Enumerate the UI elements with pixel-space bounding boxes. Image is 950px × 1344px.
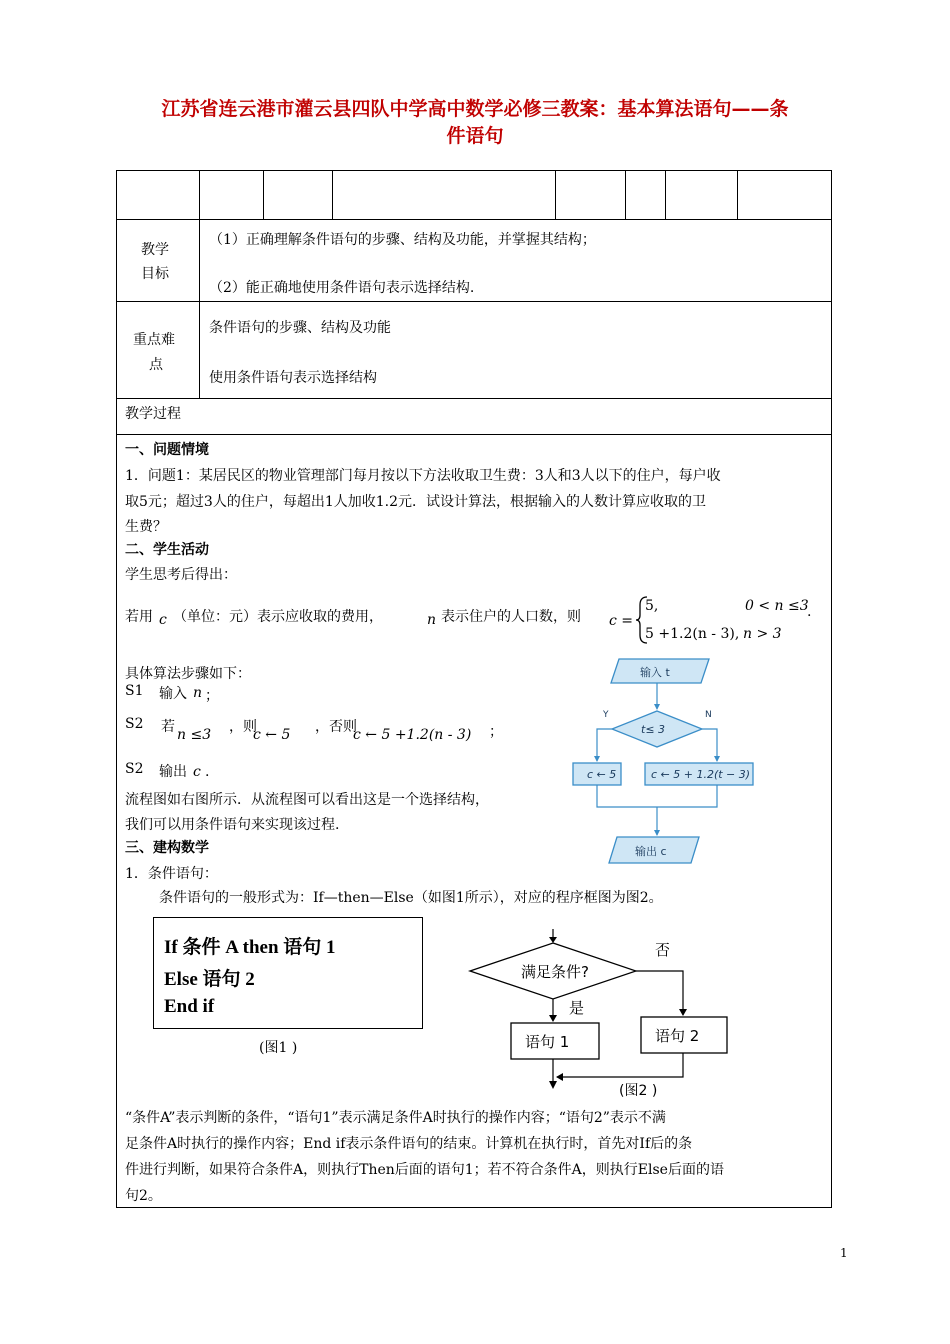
case-1-value: 5, (645, 598, 659, 614)
problem-line-2: 取5元；超过3人的住户，每超出1人加收1.2元．试设计算法，根据输入的人数计算应收取的卫 (125, 494, 706, 510)
step-1-var: n (193, 685, 203, 701)
section-1-heading: 一、问题情境 (125, 442, 209, 458)
header-cell-divider (332, 171, 333, 219)
table-row-divider (117, 434, 831, 435)
problem-line-1: 1．问题1：某居民区的物业管理部门每月按以下方法收取卫生费：3人和3人以下的住户，每户收 (125, 468, 721, 484)
step-2-if: 若 (161, 719, 175, 735)
step-3-end: . (205, 764, 210, 780)
objective-item-1: （1）正确理解条件语句的步骤、结构及功能，并掌握其结构； (209, 232, 596, 248)
step-2-assign-a: c ← 5 (253, 727, 291, 743)
step-2-condition: n ≤3 (177, 727, 212, 743)
keypoints-label-2: 点 (149, 357, 163, 373)
explanation-line-3: 件进行判断，如果符合条件A，则执行Then后面的语句1；若不符合条件A，则执行Else后面的语 (125, 1162, 724, 1178)
table-row-divider (117, 398, 831, 399)
table-row-divider (117, 219, 831, 220)
section-3-heading: 三、建构数学 (125, 840, 209, 856)
objectives-label-2: 目标 (141, 266, 169, 282)
step-3-var: c (193, 764, 201, 780)
code-line-1: If 条件 A then 语句 1 (164, 937, 336, 958)
flow-yes-label: Y (603, 710, 609, 720)
keypoints-label-1: 重点难 (133, 332, 175, 348)
table-row-divider (117, 301, 831, 302)
var-n: n (427, 612, 437, 628)
code-line-2: Else 语句 2 (164, 969, 255, 990)
explanation-line-4: 句2。 (125, 1188, 162, 1204)
header-cell-divider (199, 171, 200, 219)
header-cell-divider (665, 171, 666, 219)
header-cell-divider (625, 171, 626, 219)
case-2-condition: n > 3 (743, 626, 782, 642)
explanation-line-1: “条件A”表示判断的条件，“语句1”表示满足条件A时执行的操作内容；“语句2”表示不满 (125, 1110, 666, 1126)
flow-input-label: 输入 t (640, 666, 670, 679)
unit-text: （单位：元）表示应收取的费用， (173, 609, 383, 625)
condition-flowchart (461, 929, 761, 1099)
keypoint-item-1: 条件语句的步骤、结构及功能 (209, 320, 391, 336)
formula-lhs: c = (609, 613, 634, 629)
flow-no-label: N (705, 710, 712, 720)
title-line-1: 江苏省连云港市灌云县四队中学高中数学必修三教案：基本算法语句——条 (161, 98, 789, 120)
title-line-2: 件语句 (446, 125, 504, 147)
explanation-line-2: 足条件A时执行的操作内容；End if表示条件语句的结束。计算机在执行时，首先对If后的条 (125, 1136, 693, 1152)
step-3-label: S2 (125, 761, 144, 777)
document-title (100, 96, 850, 150)
header-cell-divider (737, 171, 738, 219)
section-3-item-1: 1．条件语句： (125, 866, 218, 882)
step-3-text: 输出 (159, 764, 187, 780)
page-number: 1 (840, 1246, 848, 1260)
flow-right-label: c ← 5 + 1.2(t − 3) (651, 768, 751, 781)
statement-1-label: 语句 1 (525, 1033, 570, 1051)
step-2-assign-b: c ← 5 +1.2(n - 3) (353, 727, 472, 743)
step-2-then: ，则 (229, 719, 257, 735)
formula-period: . (807, 604, 812, 620)
process-label: 教学过程 (125, 406, 181, 422)
lesson-table (116, 170, 832, 1208)
figure-1-caption: (图1 ) (259, 1040, 298, 1056)
flow-left-label: c ← 5 (587, 768, 617, 781)
condition-label: 满足条件? (521, 963, 589, 981)
step-1-end: ； (205, 688, 219, 704)
flow-note-2: 我们可以用条件语句来实现该过程. (125, 817, 340, 833)
general-form-text: 条件语句的一般形式为：If—then—Else（如图1所示），对应的程序框图为图2。 (159, 890, 663, 906)
objectives-label-1: 教学 (141, 242, 169, 258)
var-c: c (159, 612, 167, 628)
n-meaning-text: 表示住户的人口数，则 (441, 609, 581, 625)
algorithm-flowchart (567, 651, 767, 871)
label-column-divider (199, 219, 200, 398)
figure-2-caption: (图2 ) (619, 1083, 658, 1099)
if-then-else-code-box (153, 917, 423, 1029)
if-use-text: 若用 (125, 609, 153, 625)
student-think-text: 学生思考后得出： (125, 567, 237, 583)
statement-2-label: 语句 2 (655, 1027, 700, 1045)
step-1-label: S1 (125, 683, 144, 699)
keypoint-item-2: 使用条件语句表示选择结构 (209, 370, 377, 386)
condition-yes-label: 是 (569, 999, 585, 1017)
flow-output-label: 输出 c (635, 845, 667, 858)
objective-item-2: （2）能正确地使用条件语句表示选择结构. (209, 280, 475, 296)
case-2-value: 5 +1.2(n - 3), (645, 626, 740, 642)
steps-intro: 具体算法步骤如下： (125, 666, 251, 682)
header-cell-divider (555, 171, 556, 219)
step-2-else: ，否则 (315, 719, 357, 735)
header-cell-divider (263, 171, 264, 219)
case-1-condition: 0 < n ≤3 (745, 598, 809, 614)
section-2-heading: 二、学生活动 (125, 542, 209, 558)
step-2-label: S2 (125, 716, 144, 732)
code-line-3: End if (164, 996, 215, 1017)
problem-line-3: 生费？ (125, 519, 167, 535)
flow-note-1: 流程图如右图所示．从流程图可以看出这是一个选择结构， (125, 792, 489, 808)
flow-decision-label: t≤ 3 (641, 723, 666, 736)
step-1-text: 输入 (159, 686, 187, 702)
step-2-end: ； (489, 724, 503, 740)
condition-no-label: 否 (655, 941, 671, 959)
